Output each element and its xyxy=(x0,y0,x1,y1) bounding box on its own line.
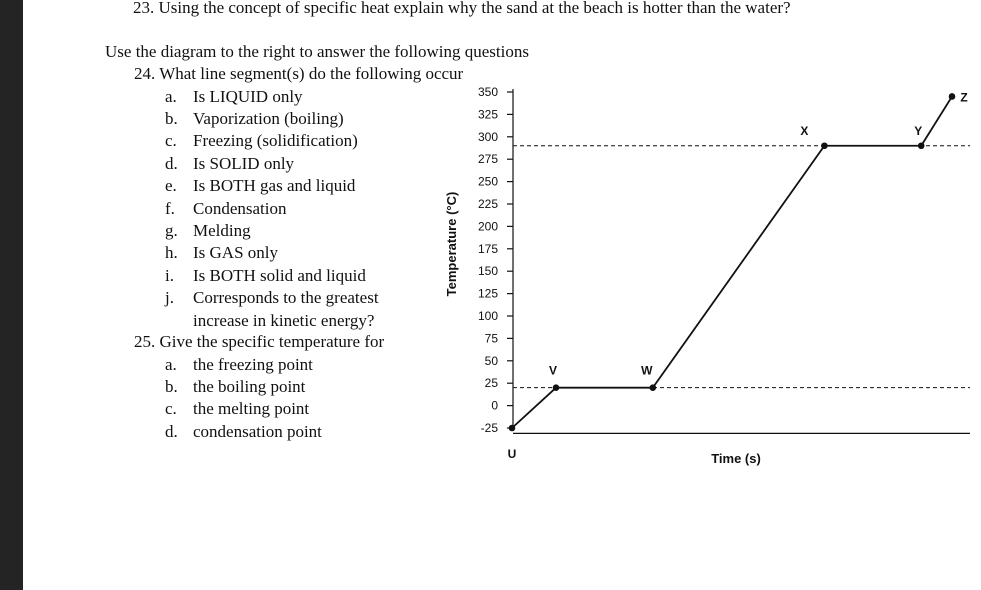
y-tick-label: 250 xyxy=(477,174,498,189)
q24-item-text: Is LIQUID only xyxy=(193,86,303,106)
q24-item-text: Condensation xyxy=(193,198,287,218)
q24-item-marker: h. xyxy=(165,243,178,263)
y-tick-label: 150 xyxy=(477,264,498,279)
q24-item-text: Vaporization (boiling) xyxy=(193,108,344,128)
point-w xyxy=(650,384,657,391)
q24-item-text: Is BOTH solid and liquid xyxy=(193,265,366,285)
q24-item-text: Is SOLID only xyxy=(193,153,295,173)
q24-item-marker: b. xyxy=(165,108,178,128)
y-tick-label: 300 xyxy=(477,129,498,144)
q25-item-text: the freezing point xyxy=(193,354,313,374)
q25-item-marker: c. xyxy=(165,399,177,419)
instructions-text: Use the diagram to the right to answer the following questions xyxy=(105,42,529,61)
curve-segment-yz xyxy=(921,96,952,145)
q24-item-marker: d. xyxy=(165,153,178,173)
y-tick-label: 325 xyxy=(477,107,498,122)
point-label-w: W xyxy=(641,363,653,378)
q24-item-text: increase in kinetic energy? xyxy=(193,310,375,330)
point-label-x: X xyxy=(800,123,809,138)
point-u xyxy=(509,425,516,432)
q24-item-text: Freezing (solidification) xyxy=(193,131,358,151)
q24-item-marker: i. xyxy=(165,265,174,285)
y-tick-label: 100 xyxy=(477,309,498,323)
point-z xyxy=(949,93,956,100)
q25-item-text: the melting point xyxy=(193,399,310,419)
point-label-y: Y xyxy=(914,123,923,138)
q24-item-marker: f. xyxy=(165,198,175,218)
heating-curve-chart xyxy=(430,78,981,478)
q24-item-marker: g. xyxy=(165,220,178,240)
q25-item-marker: d. xyxy=(165,421,178,441)
point-y xyxy=(918,142,925,149)
q24-item-marker: e. xyxy=(165,176,177,196)
q24-item-marker: a. xyxy=(165,86,177,106)
q24-item-text: Melding xyxy=(193,220,251,240)
q24-item-text: Is BOTH gas and liquid xyxy=(193,176,356,196)
curve-segment-wx xyxy=(653,146,825,388)
q25-item-text: condensation point xyxy=(193,421,322,441)
q24-item-text: Corresponds to the greatest xyxy=(193,288,379,308)
question-24: 24. What line segment(s) do the following occur xyxy=(134,64,464,83)
point-label-z: Z xyxy=(960,90,968,105)
point-v xyxy=(553,384,560,391)
q24-item-text: Is GAS only xyxy=(193,243,279,263)
curve-segment-uv xyxy=(512,388,556,428)
q24-item-marker: c. xyxy=(165,131,177,151)
left-edge-bar xyxy=(0,0,23,590)
y-tick-label: 75 xyxy=(484,331,498,346)
question-25: 25. Give the specific temperature for xyxy=(134,332,385,351)
y-tick-label: 0 xyxy=(491,398,498,413)
y-tick-label: 275 xyxy=(477,152,498,167)
q24-item-marker: j. xyxy=(165,288,174,308)
y-tick-label: 175 xyxy=(477,241,498,256)
q25-item-text: the boiling point xyxy=(193,376,306,396)
y-tick-label: -25 xyxy=(480,421,498,435)
point-x xyxy=(821,142,828,149)
q25-item-marker: b. xyxy=(165,376,178,396)
question-23: 23. Using the concept of specific heat explain why the sand at the beach is hotter than the water? xyxy=(133,0,791,17)
y-tick-label: 125 xyxy=(477,286,498,301)
y-axis-title: Temperature (°C) xyxy=(444,191,459,297)
x-axis-title: Time (s) xyxy=(711,451,761,466)
y-tick-label: 50 xyxy=(484,353,498,368)
y-tick-label: 200 xyxy=(477,219,498,234)
y-tick-label: 25 xyxy=(484,376,498,391)
y-tick-label: 225 xyxy=(477,197,498,211)
point-label-u: U xyxy=(507,447,517,461)
q25-item-marker: a. xyxy=(165,354,177,374)
point-label-v: V xyxy=(548,363,558,378)
y-tick-label: 350 xyxy=(477,85,498,99)
